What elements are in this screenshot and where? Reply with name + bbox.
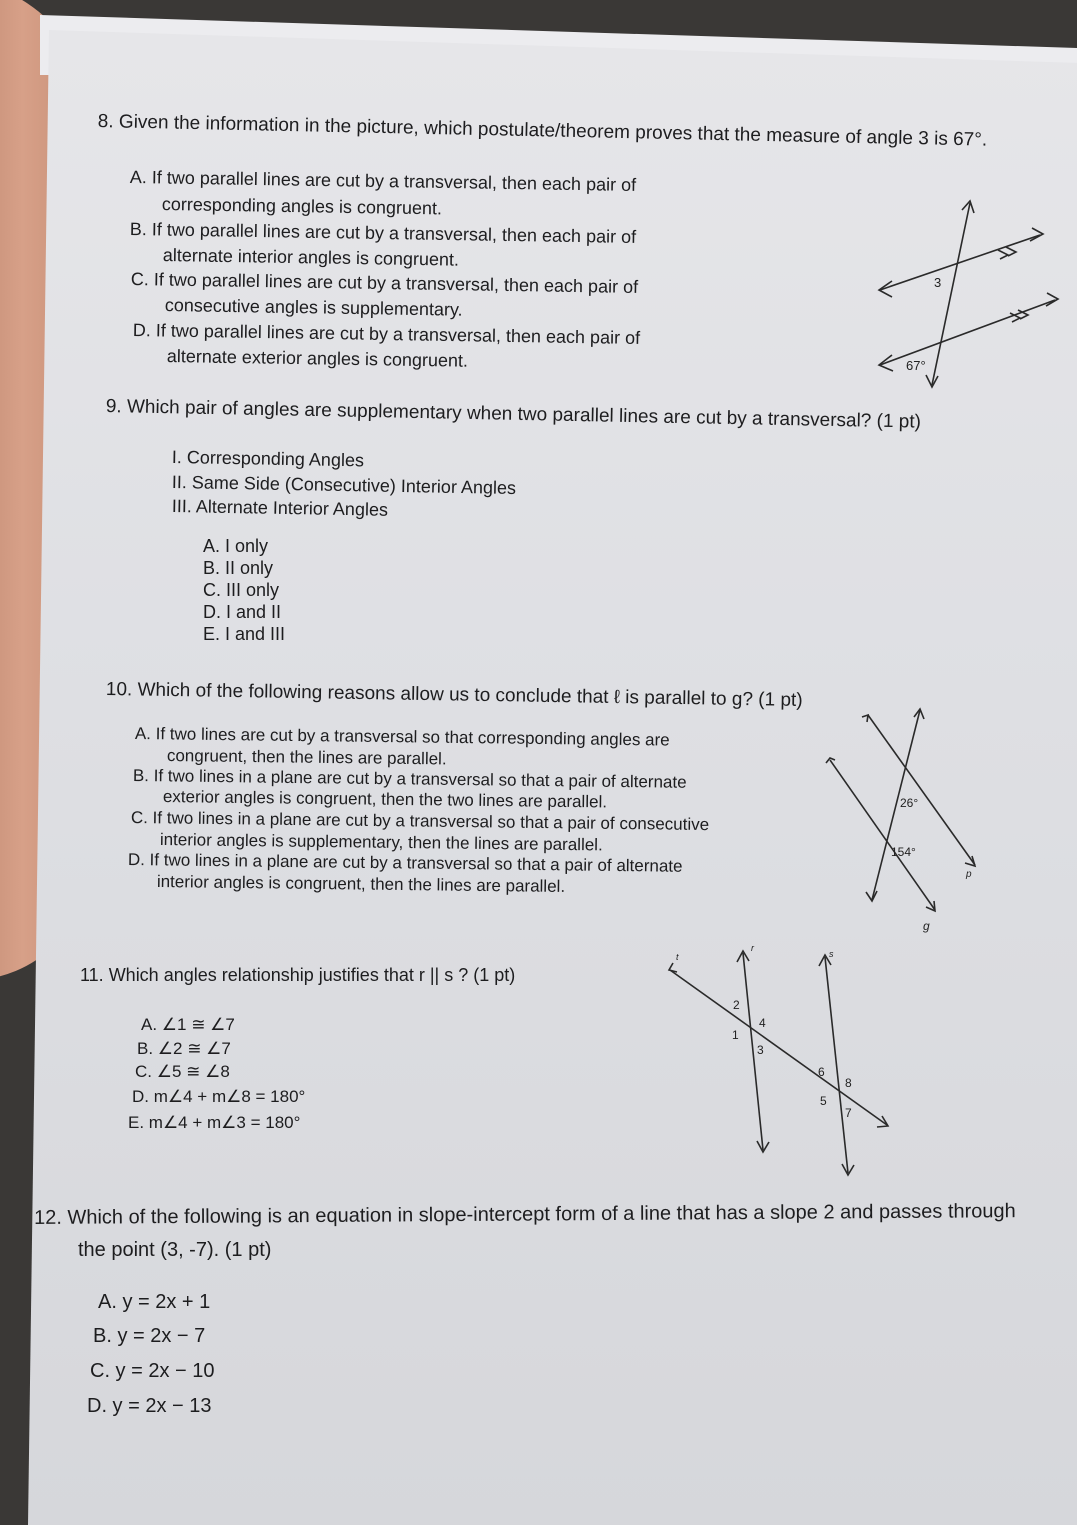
q8-parallel-line-2 — [880, 300, 1055, 365]
q11-label-s: s — [829, 949, 834, 959]
q12-option-c: C. y = 2x − 10 — [90, 1360, 215, 1382]
q11-lines-figure — [665, 945, 895, 1185]
q11-option-a: A. ∠1 ≅ ∠7 — [141, 1015, 235, 1034]
q9-item-3: III. Alternate Interior Angles — [171, 496, 389, 520]
q10-label-g: g — [923, 919, 930, 933]
q10-line-p — [830, 760, 935, 910]
q8-arrow-left-icon — [879, 281, 892, 297]
q8-angle-3-label: 3 — [934, 275, 942, 290]
q11-label-t: t — [676, 952, 679, 962]
q8-option-b-line2: alternate interior angles is congruent. — [162, 245, 460, 270]
q10-option-b-line2: exterior angles is congruent, then the two lines are parallel. — [162, 787, 608, 812]
q10-option-c-line1: C. If two lines in a plane are cut by a transversal so that a pair of consecutive — [130, 808, 710, 835]
q8-option-c-line2: consecutive angles is supplementary. — [164, 295, 463, 320]
q11-option-e: E. m∠4 + m∠3 = 180° — [128, 1113, 301, 1132]
q10-arrow-icon — [862, 715, 868, 722]
q11-angle-5-label: 5 — [820, 1094, 827, 1108]
q8-option-d-line1: D. If two parallel lines are cut by a transversal, then each pair of — [132, 320, 641, 348]
q11-question: 11. Which angles relationship justifies that r || s ? (1 pt) — [80, 965, 516, 985]
q10-lines-figure — [820, 705, 980, 935]
q10-arrow-icon — [866, 891, 877, 901]
q9-item-2: II. Same Side (Consecutive) Interior Angles — [171, 472, 517, 499]
q8-arrow-right-icon — [1030, 228, 1043, 241]
q8-arrow-right-icon — [1046, 293, 1058, 306]
q12-question-line1: 12. Which of the following is an equation in slope-intercept form of a line that has a slope 2 and passes through — [33, 1200, 1016, 1229]
q11-option-d: D. m∠4 + m∠8 = 180° — [132, 1087, 306, 1106]
q9-option-c: C. III only — [203, 580, 280, 600]
q11-transversal-t — [670, 970, 887, 1125]
q11-arrow-icon — [669, 963, 677, 972]
q11-angle-4-label: 4 — [759, 1016, 766, 1030]
q10-option-d-line2: interior angles is congruent, then the lines are parallel. — [156, 872, 566, 896]
q11-angle-6-label: 6 — [818, 1065, 825, 1079]
q8-option-a-line2: corresponding angles is congruent. — [161, 194, 443, 219]
q11-angle-3-label: 3 — [757, 1043, 764, 1057]
q12-option-b: B. y = 2x − 7 — [93, 1325, 206, 1347]
q8-parallel-lines-figure — [870, 195, 1070, 395]
q11-angle-8-label: 8 — [845, 1076, 852, 1090]
q9-option-a: A. I only — [203, 536, 269, 556]
q10-option-a-line2: congruent, then the lines are parallel. — [166, 746, 447, 769]
q8-arrow-down-icon — [926, 375, 938, 387]
q8-option-d-line2: alternate exterior angles is congruent. — [166, 346, 469, 371]
q10-question: 10. Which of the following reasons allow us to conclude that ℓ is parallel to g? (1 pt) — [105, 679, 803, 711]
q8-option-c-line1: C. If two parallel lines are cut by a transversal, then each pair of — [130, 269, 639, 297]
q9-option-d: D. I and II — [203, 602, 282, 622]
q8-given-angle-label: 67° — [906, 358, 926, 373]
q11-label-r: r — [751, 943, 754, 953]
q11-angle-1-label: 1 — [732, 1028, 739, 1042]
q8-option-b-line1: B. If two parallel lines are cut by a transversal, then each pair of — [129, 219, 637, 247]
q12-question-line2: the point (3, -7). (1 pt) — [78, 1239, 272, 1261]
q11-angle-2-label: 2 — [733, 998, 740, 1012]
q10-option-d-line1: D. If two lines in a plane are cut by a transversal so that a pair of alternate — [127, 850, 683, 876]
q8-parallel-line-1 — [880, 235, 1040, 290]
q10-option-c-line2: interior angles is supplementary, then the lines are parallel. — [159, 830, 603, 855]
q9-option-b: B. II only — [203, 558, 274, 578]
q10-option-b-line1: B. If two lines in a plane are cut by a transversal so that a pair of alternate — [132, 766, 687, 792]
q11-option-c: C. ∠5 ≅ ∠8 — [135, 1062, 230, 1081]
q11-option-b: B. ∠2 ≅ ∠7 — [137, 1039, 231, 1058]
q9-option-e: E. I and III — [203, 624, 286, 644]
q8-option-a-line1: A. If two parallel lines are cut by a transversal, then each pair of — [129, 167, 637, 195]
q11-angle-7-label: 7 — [845, 1106, 852, 1120]
q10-label-p: p — [966, 869, 972, 880]
q10-angle-154-label: 154° — [891, 845, 916, 859]
q9-question: 9. Which pair of angles are supplementary when two parallel lines are cut by a transversal? (1 pt) — [105, 396, 922, 433]
q12-option-d: D. y = 2x − 13 — [87, 1395, 212, 1417]
q8-question: 8. Given the information in the picture, which postulate/theorem proves that the measure of angle 3 is 67°. — [97, 111, 988, 151]
q10-transversal — [868, 715, 975, 865]
q10-angle-26-label: 26° — [900, 796, 919, 810]
q12-option-a: A. y = 2x + 1 — [98, 1291, 211, 1313]
q9-item-1: I. Corresponding Angles — [171, 447, 365, 471]
q8-transversal — [932, 203, 970, 385]
q11-line-s — [825, 957, 848, 1173]
q10-option-a-line1: A. If two lines are cut by a transversal so that corresponding angles are — [134, 724, 670, 750]
